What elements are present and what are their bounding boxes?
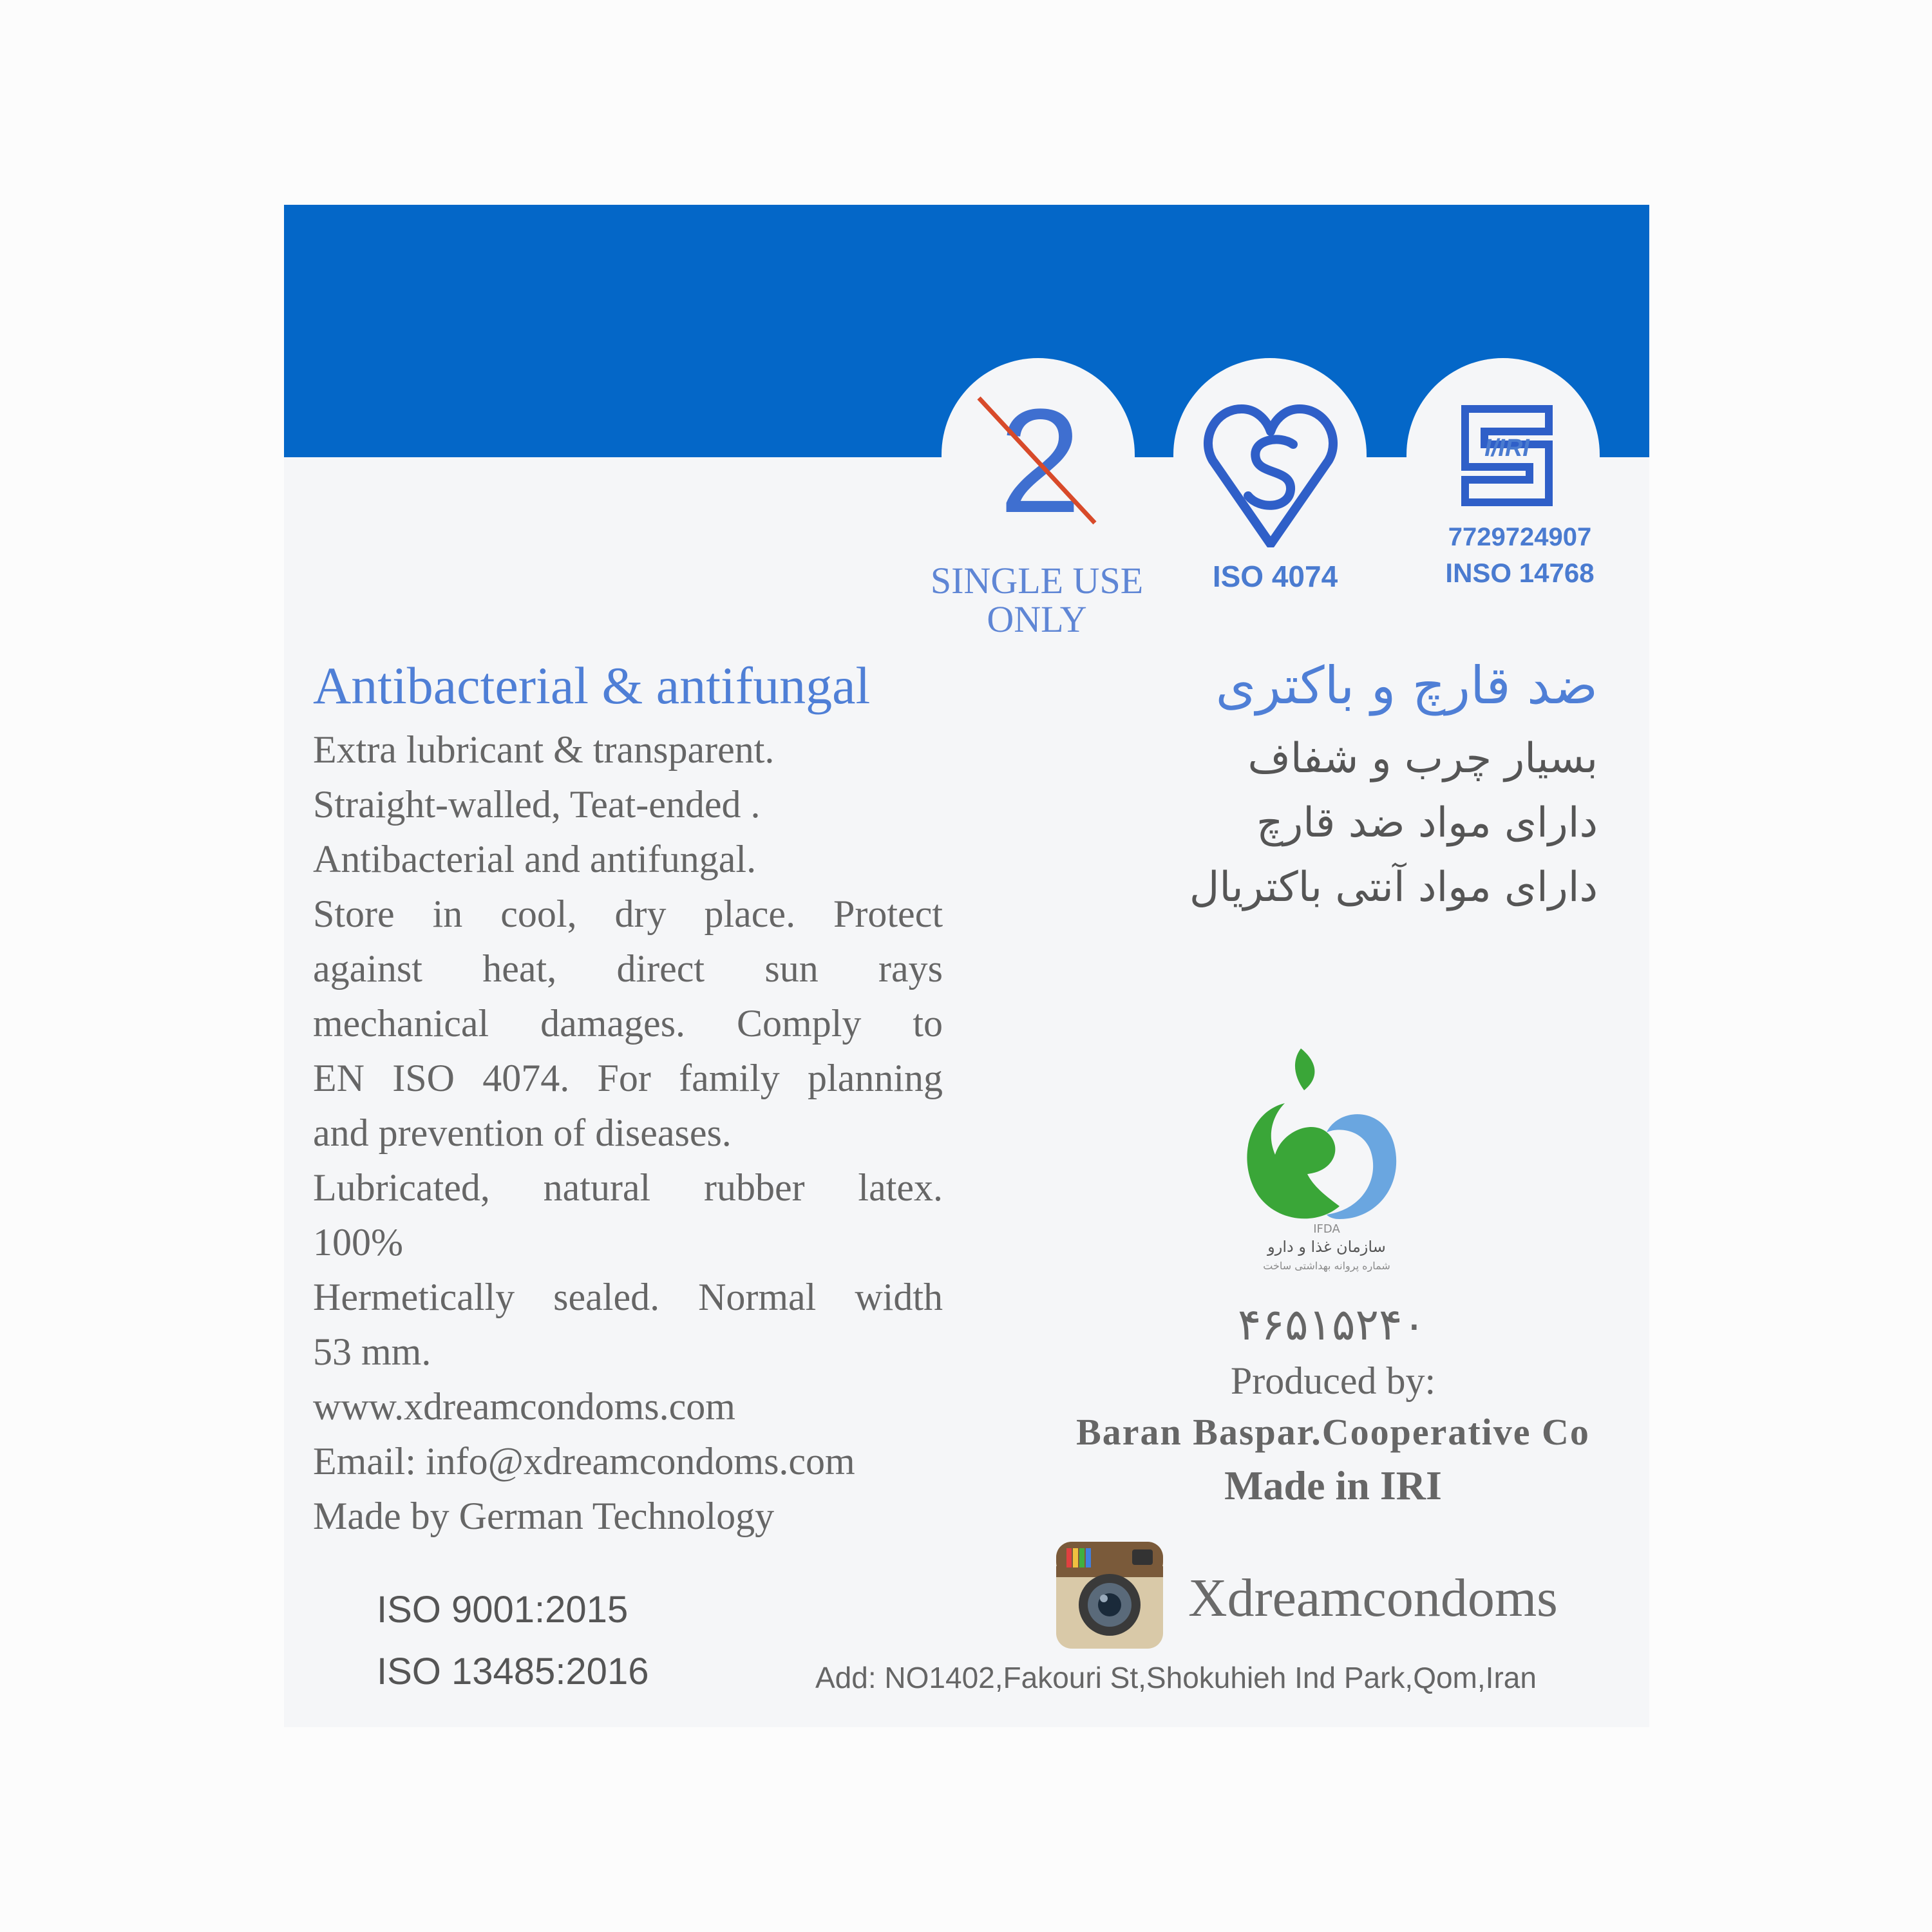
instagram-icon: [1055, 1540, 1164, 1650]
made-in-label: Made in IRI: [1224, 1463, 1442, 1508]
persian-description: [1189, 726, 1598, 920]
no-reuse-2-icon: [966, 386, 1108, 528]
english-line: Lubricated, natural rubber latex.: [313, 1166, 943, 1209]
english-line: and prevention of diseases.: [313, 1112, 732, 1154]
persian-line: دارای مواد آنتی باکتریال: [1189, 864, 1598, 911]
fda-license-number: ۴۶۵۱۵۲۴۰: [1237, 1300, 1426, 1350]
email-line: Email: info@xdreamcondoms.com: [313, 1440, 855, 1482]
iso-4074-label: ISO 4074: [1212, 560, 1338, 593]
english-line: 53 mm.: [313, 1331, 431, 1373]
iso-13485-label: ISO 13485:2016: [377, 1651, 649, 1692]
address-line: Add: NO1402,Fakouri St,Shokuhieh Ind Park,Qom,Iran: [815, 1661, 1537, 1694]
english-line: 100%: [313, 1221, 403, 1264]
iso-codes: [377, 1579, 649, 1703]
english-line: mechanical damages. Comply to: [313, 1002, 943, 1045]
single-use-line2: ONLY: [987, 598, 1087, 640]
english-line: Made by German Technology: [313, 1495, 775, 1537]
persian-line: دارای مواد ضد قارچ: [1256, 799, 1598, 847]
english-line: Store in cool, dry place. Protect: [313, 893, 943, 935]
inso-14768-label: INSO 14768: [1445, 558, 1595, 588]
heart-s-iso-mark-icon: [1203, 399, 1338, 547]
english-line: EN ISO 4074. For family planning: [313, 1057, 943, 1099]
iran-standard-logo-text: I/IRI: [1484, 435, 1530, 462]
persian-line: بسیار چرب و شفاف: [1247, 735, 1598, 782]
instagram-handle: Xdreamcondoms: [1188, 1568, 1558, 1628]
svg-text:2: 2: [999, 386, 1081, 528]
single-use-line1: SINGLE USE: [930, 560, 1144, 601]
website-link: www.xdreamcondoms.com: [313, 1385, 735, 1428]
fda-abbr: IFDA: [1313, 1222, 1340, 1236]
fda-org-name: سازمان غذا و دارو: [1267, 1238, 1386, 1256]
english-headline: Antibacterial & antifungal: [313, 656, 871, 715]
english-line: Straight-walled, Teat-ended .: [313, 783, 761, 826]
persian-headline: ضد قارچ و باکتری: [1215, 656, 1598, 715]
english-line: against heat, direct sun rays: [313, 947, 943, 990]
english-line: Antibacterial and antifungal.: [313, 838, 757, 880]
company-name: Baran Baspar.Cooperative Co: [1076, 1411, 1590, 1453]
fda-license-caption: شماره پروانه بهداشتی ساخت: [1263, 1260, 1390, 1272]
iran-standard-code: 7729724907: [1448, 523, 1592, 551]
english-line: Hermetically sealed. Normal width: [313, 1276, 943, 1318]
produced-by-label: Produced by:: [1230, 1359, 1436, 1402]
iran-fda-logo-icon: [1230, 1042, 1410, 1235]
single-use-label: [908, 562, 1166, 639]
english-description: [313, 723, 943, 1544]
english-line: Extra lubricant & transparent.: [313, 728, 775, 771]
iso-9001-label: ISO 9001:2015: [377, 1589, 629, 1631]
